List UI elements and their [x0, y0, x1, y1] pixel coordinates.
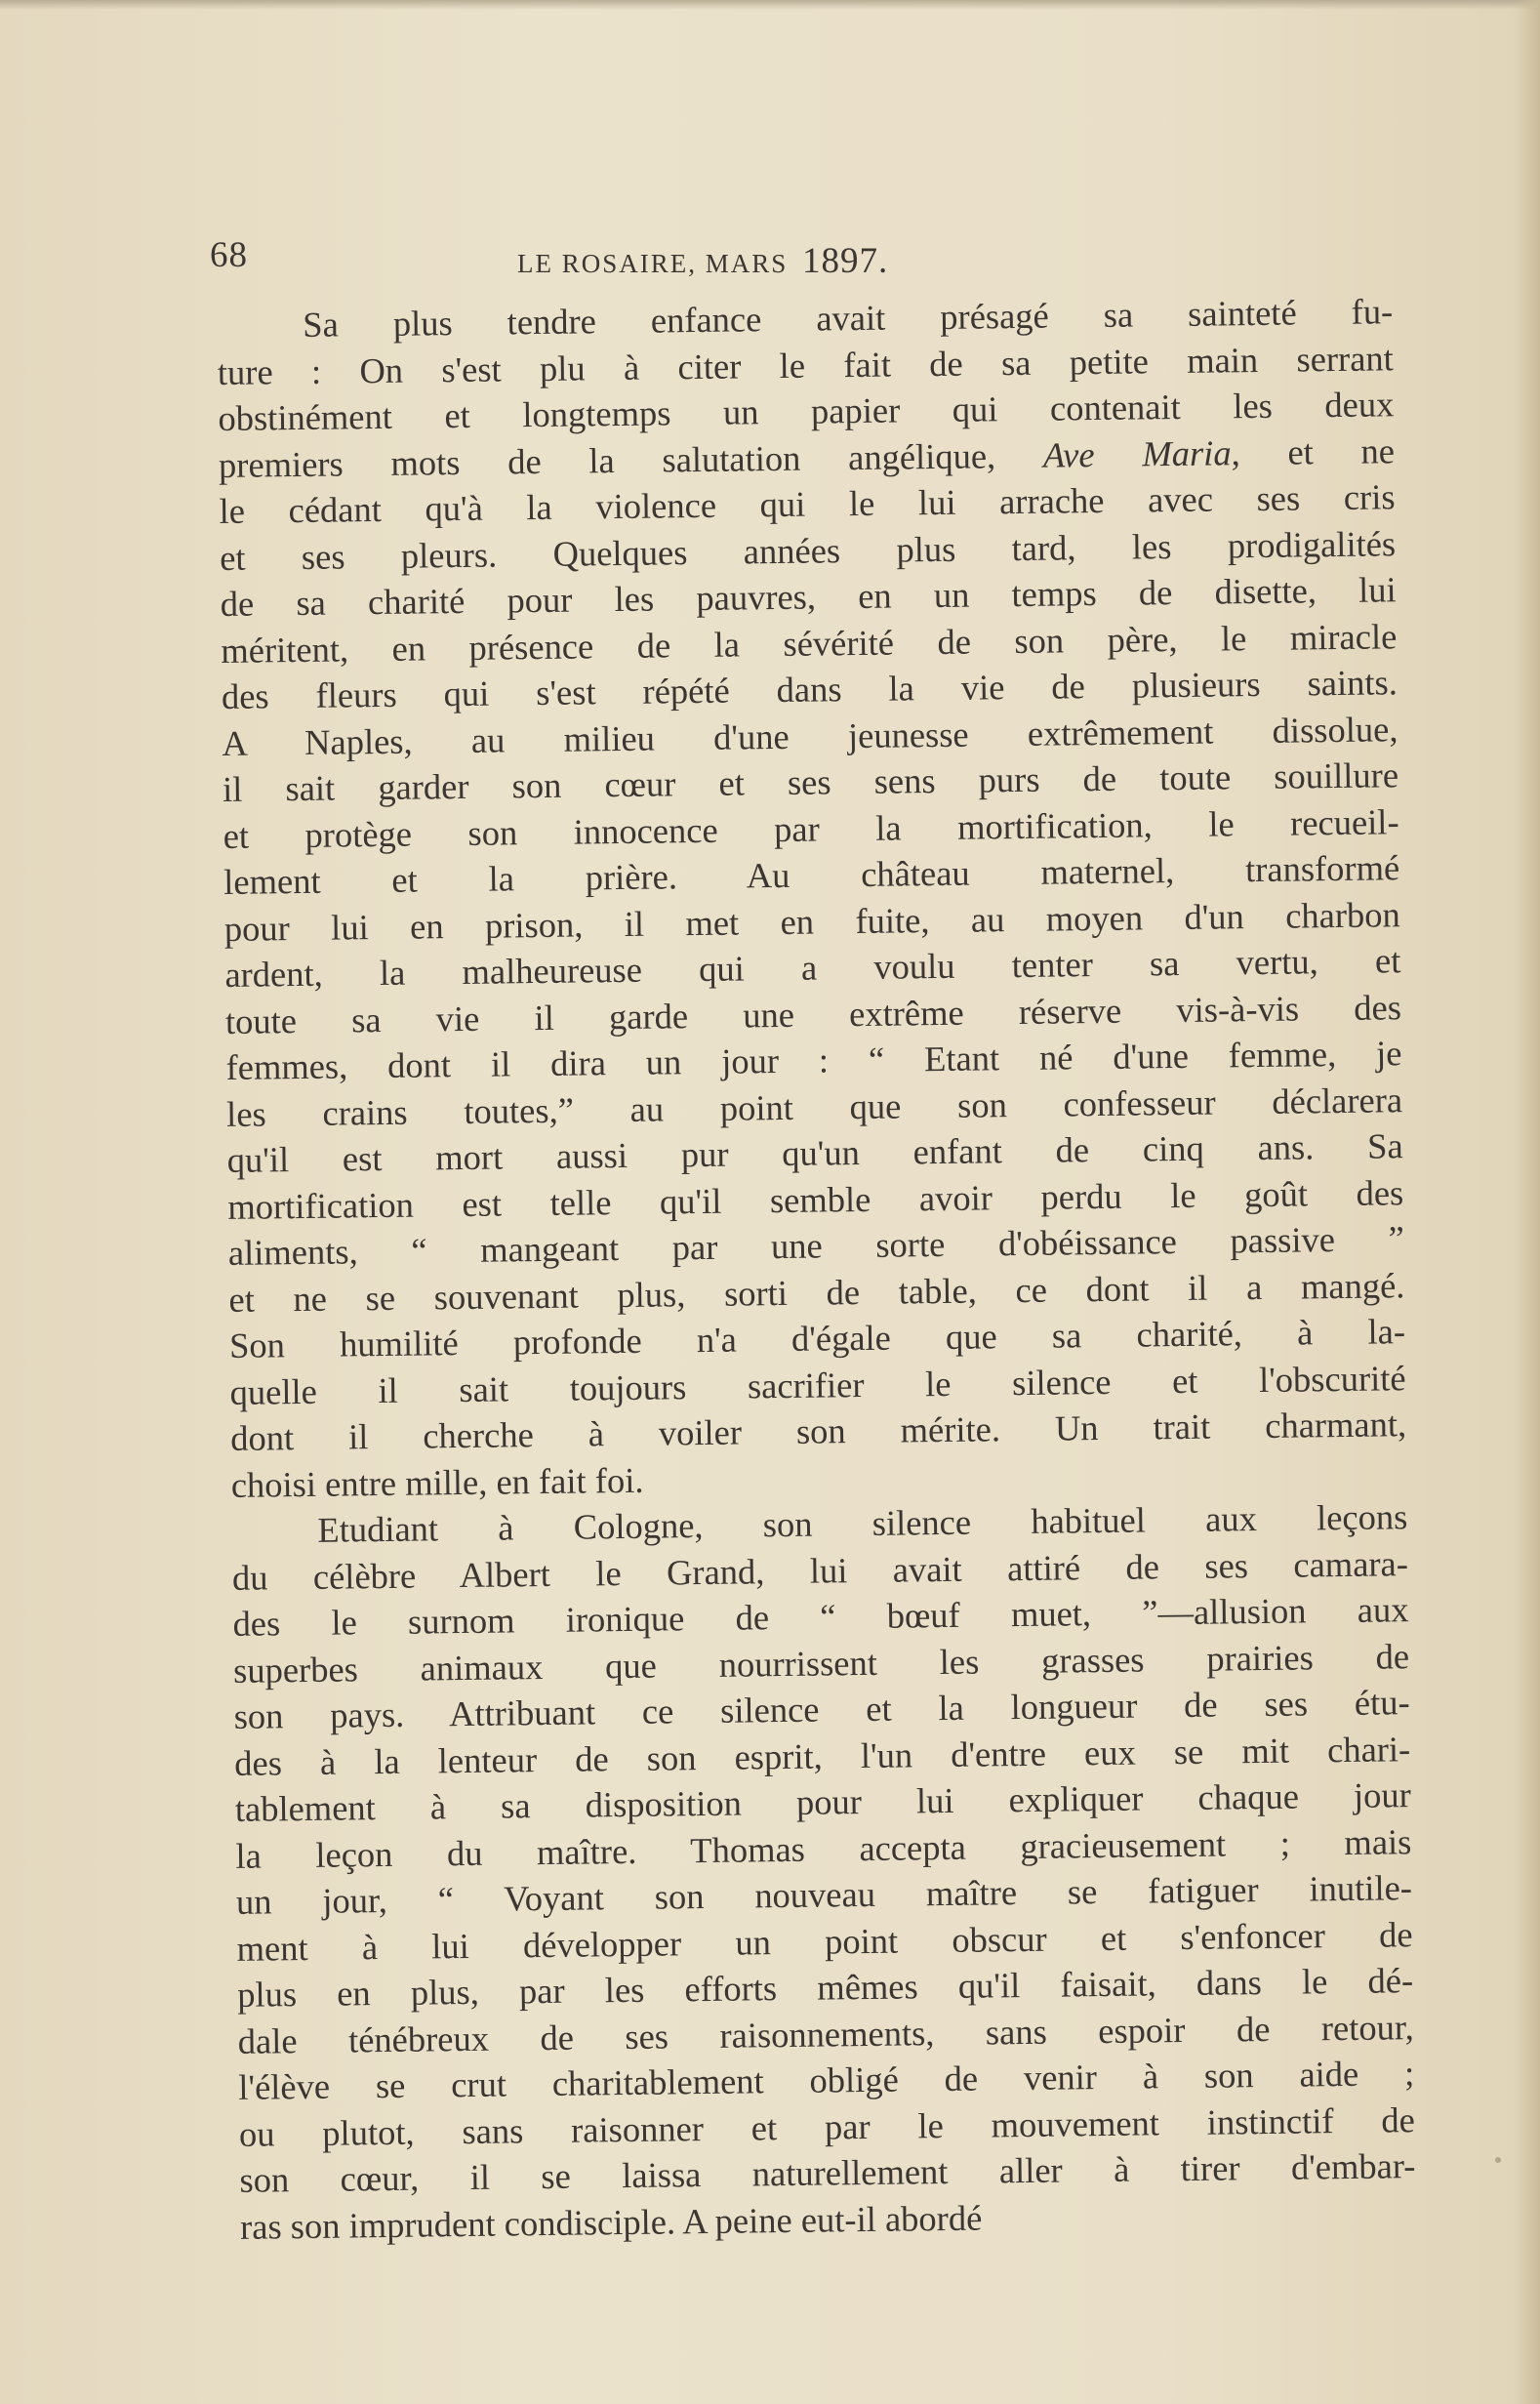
text-line: tablement à sa disposition pour lui expliquer chaque jour — [234, 1774, 1412, 1829]
text-line: et protège son innocence par la mortification, le recueil- — [223, 800, 1399, 856]
text-line: choisi entre mille, en fait foi. — [230, 1459, 644, 1505]
text-line: un jour, “ Voyant son nouveau maître se fatiguer inutile- — [235, 1867, 1413, 1922]
page-top-shadow — [0, 0, 1540, 10]
text-line: superbes animaux que nourrissent les grasses prairies de — [232, 1635, 1410, 1691]
italic-phrase: Ave Maria — [1042, 431, 1232, 475]
text-line: obstinément et longtemps un papier qui contenait les deux — [218, 384, 1395, 438]
text-line: ture : On s'est plu à citer le fait de sa petite main serrant — [217, 337, 1395, 392]
text-line: qu'il est mort aussi pur qu'un enfant de cinq ans. Sa — [226, 1125, 1403, 1180]
text-line: mortification est telle qu'il semble avoir perdu le goût des — [227, 1171, 1404, 1227]
text-line: il sait garder son cœur et ses sens purs de toute souillure — [222, 754, 1399, 809]
body-text — [217, 288, 1416, 2250]
text-line: plus en plus, par les efforts mêmes qu'il faisait, dans le dé- — [236, 1960, 1414, 2015]
text-line: Sa plus tendre enfance avait présagé sa sainteté fu- — [303, 291, 1394, 345]
text-line: du célèbre Albert le Grand, lui avait attiré de ses camara- — [231, 1542, 1409, 1598]
running-title-year: 1897. — [802, 241, 889, 281]
text-line: ment à lui développer un point obscur et s'enfoncer de — [236, 1913, 1413, 1969]
text-line: des le surnom ironique de “ bœuf muet, ”—allusion aux — [232, 1589, 1409, 1644]
text-line: ou plutot, sans raisonner et par le mouvement instinctif de — [238, 2098, 1416, 2154]
page-number: 68 — [210, 235, 248, 275]
text-line: premiers mots de la salutation angélique, Ave Maria, et ne — [218, 429, 1396, 485]
text-line: dale ténébreux de ses raisonnements, sans espoir de retour, — [237, 2006, 1414, 2061]
text-line: de sa charité pour les pauvres, en un temps de disette, lui — [220, 569, 1397, 624]
text-line: le cédant qu'à la violence qui le lui arrache avec ses cris — [219, 476, 1396, 531]
text-line: pour lui en prison, il met en fuite, au moyen d'un charbon — [223, 893, 1400, 949]
text-line: dont il cherche à voiler son mérite. Un trait charmant, — [229, 1404, 1407, 1458]
text-line: son cœur, il se laissa naturellement aller à tirer d'embar- — [239, 2145, 1416, 2200]
text-line: Son humilité profonde n'a d'égale que sa charité, à la- — [228, 1311, 1406, 1365]
paragraph — [231, 1493, 1416, 2250]
text-line: des fleurs qui s'est répété dans la vie de plusieurs saints. — [221, 662, 1398, 716]
text-line: ardent, la malheureuse qui a voulu tenter sa vertu, et — [224, 940, 1401, 995]
text-line: les crains toutes,” au point que son confesseur déclarera — [225, 1079, 1403, 1134]
page-right-shadow — [1515, 0, 1540, 2404]
page-header — [210, 232, 1039, 281]
text-line: l'élève se crut charitablement obligé de venir à son aide ; — [238, 2053, 1415, 2107]
text-line: son pays. Attribuant ce silence et la longueur de ses étu- — [233, 1682, 1410, 1736]
text-line: et ses pleurs. Quelques années plus tard, les prodigalités — [219, 522, 1397, 578]
text-line: A Naples, au milieu d'une jeunesse extrêmement dissolue, — [222, 708, 1398, 763]
paper-spot — [1495, 2157, 1501, 2163]
text-line: toute sa vie il garde une extrême réserve vis-à-vis des — [224, 986, 1402, 1041]
running-title-text: LE ROSAIRE, MARS — [517, 249, 789, 278]
text-line: quelle il sait toujours sacrifier le silence et l'obscurité — [229, 1357, 1406, 1412]
running-title — [517, 240, 888, 282]
text-line: la leçon du maître. Thomas accepta gracieusement ; mais — [235, 1820, 1412, 1876]
text-line: lement et la prière. Au château maternel, transformé — [223, 847, 1400, 902]
text-line: ras son imprudent condisciple. A peine eut-il abordé — [239, 2197, 983, 2247]
text-line: méritent, en présence de la sévérité de son père, le miracle — [221, 615, 1398, 671]
text-line: et ne se souvenant plus, sorti de table, ce dont il a mangé. — [228, 1264, 1405, 1320]
text-line: femmes, dont il dira un jour : “ Etant né d'une femme, je — [225, 1033, 1402, 1087]
text-line: Etudiant à Cologne, son silence habituel aux leçons — [317, 1496, 1408, 1550]
text-line: aliments, “ mangeant par une sorte d'obéissance passive ” — [227, 1218, 1405, 1273]
text-line: des à la lenteur de son esprit, l'un d'entre eux se mit chari- — [234, 1728, 1411, 1783]
paragraph — [217, 288, 1407, 1508]
